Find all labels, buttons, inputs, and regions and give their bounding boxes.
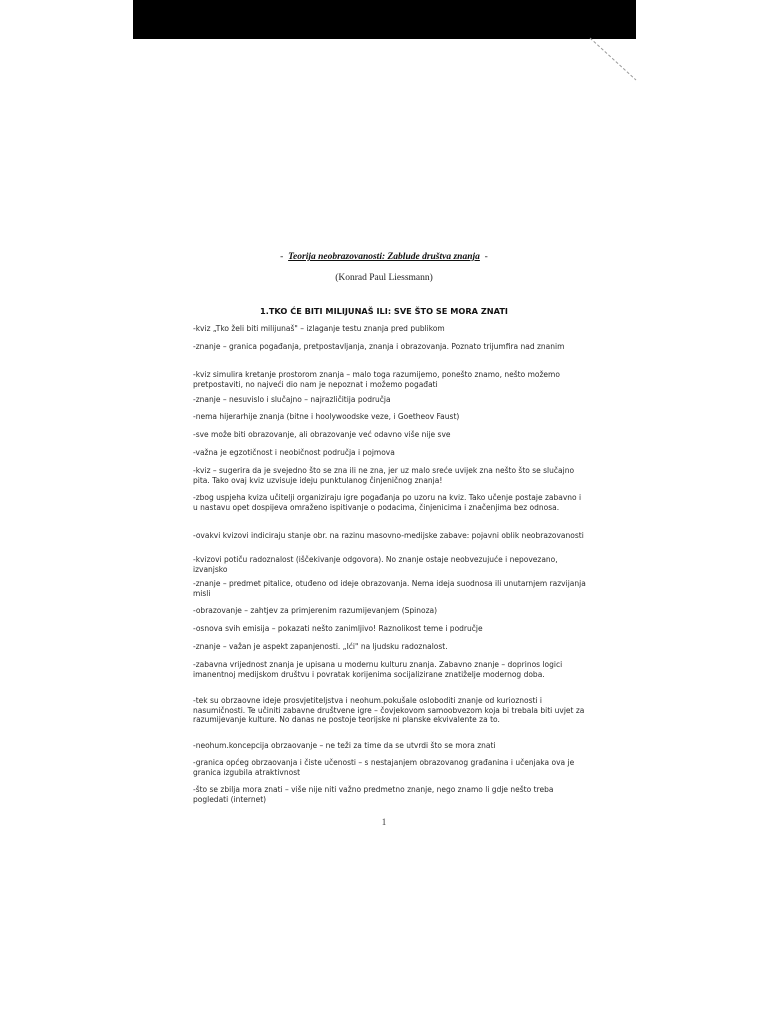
paragraph: -kviz „Tko želi biti milijunaš" – izlaganje testu znanja pred publikom (193, 324, 445, 333)
top-black-bar (133, 0, 636, 39)
document-title (0, 252, 768, 262)
paragraph: -znanje – nesuvislo i slučajno – najrazličitija područja (193, 395, 391, 404)
paragraph: -zabavna vrijednost znanja je upisana u modernu kulturu znanja. Zabavno znanje – doprinos logici imanentnoj medijskom društvu i povratak korijenima socijalizirane znatiželje modernog doba. (193, 660, 563, 679)
section-heading: 1.TKO ĆE BITI MILIJUNAŠ ILI: SVE ŠTO SE MORA ZNATI (260, 306, 508, 316)
page-fold-corner (588, 36, 648, 86)
paragraph: -neohum.koncepcija obrzaovanje – ne teži za time da se utvrdi što se mora znati (193, 741, 496, 750)
paragraph: -zbog uspjeha kviza učitelji organiziraju igre pogađanja po uzoru na kviz. Tako učenje postaje zabavno i u nastavu opet dospijeva omraženo ispitivanje o podacima, činjenicima i značenjima bez odnosa. (193, 493, 582, 512)
title-prefix: - (280, 252, 284, 262)
paragraph: -granica općeg obrzaovanja i čiste učenosti – s nestajanjem obrazovanog građanina i učenjaka ova je granica izgubila atraktivnost (193, 758, 575, 777)
paragraph: -znanje – granica pogađanja, pretpostavljanja, znanja i obrazovanja. Poznato trijumfira nad znanim (193, 342, 565, 351)
page-number: 1 (381, 817, 387, 827)
paragraph: -važna je egzotičnost i neobičnost područja i pojmova (193, 448, 395, 457)
paragraph: -znanje – predmet pitalice, otuđeno od ideje obrazovanja. Nema ideja suodnosa ili unutarnjem razvijanja misli (193, 579, 586, 598)
title-text: Teorija neobrazovanosti: Zablude društva znanja (288, 252, 480, 262)
paragraph: -ovakvi kvizovi indiciraju stanje obr. na razinu masovno-medijske zabave: pojavni oblik neobrazovanosti (193, 531, 584, 540)
paragraph: -kviz simulira kretanje prostorom znanja – malo toga razumijemo, ponešto znamo, nešto možemo pretpostaviti, no najveći dio nam je nepoznat i možemo pogađati (193, 370, 560, 389)
paragraph: -nema hijerarhije znanja (bitne i hoolywoodske veze, i Goetheov Faust) (193, 412, 460, 421)
paragraph: -osnova svih emisija – pokazati nešto zanimljivo! Raznolikost teme i područje (193, 624, 483, 633)
document-author: (Konrad Paul Liessmann) (335, 273, 433, 283)
paragraph: -obrazovanje – zahtjev za primjerenim razumijevanjem (Spinoza) (193, 606, 438, 615)
paragraph: -sve može biti obrazovanje, ali obrazovanje već odavno više nije sve (193, 430, 451, 439)
paragraph: -znanje – važan je aspekt zapanjenosti. „Ići" na ljudsku radoznalost. (193, 642, 448, 651)
paragraph: -kviz – sugerira da je svejedno što se zna ili ne zna, jer uz malo sreće uvijek zna nešto što se slučajno pita. Tako ovaj kviz uzvisuje ideju punktulanog činjeničnog znanja! (193, 466, 575, 485)
paragraph: -što se zbilja mora znati – više nije niti važno predmetno znanje, nego znamo li gdje nešto treba pogledati (internet) (193, 785, 554, 804)
title-suffix: - (484, 252, 488, 262)
paragraph: -tek su obrzaovne ideje prosvjetiteljstva i neohum.pokušale osloboditi znanje od kurioznosti i nasumičnosti. Te učiniti zabavne društvene igre – čovjekovom samoobvezom koja bi trebala biti uvjet za razumijevanje kulture. No danas ne postoje teorijske ni planske ekvivalente za to. (193, 696, 585, 725)
paragraph: -kvizovi potiču radoznalost (iščekivanje odgovora). No znanje ostaje neobvezujuće i nepovezano, izvanjsko (193, 555, 558, 574)
